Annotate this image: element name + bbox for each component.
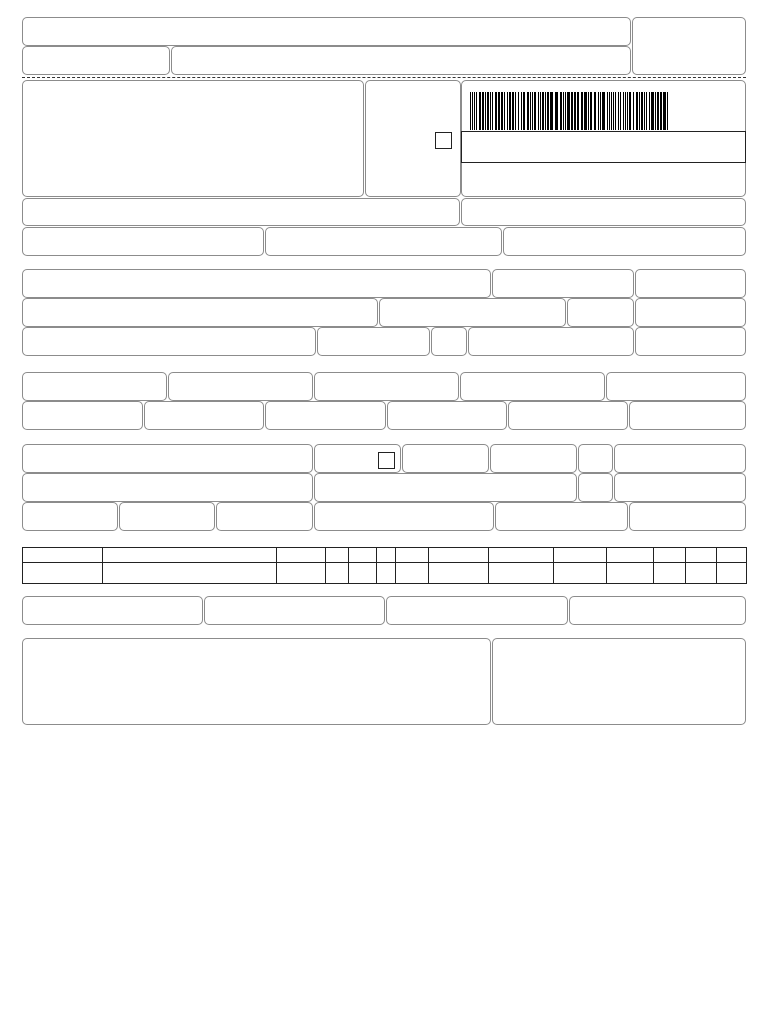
icms-base-field[interactable] xyxy=(22,372,167,401)
barcode-bar xyxy=(574,92,576,130)
table-cell[interactable] xyxy=(377,563,396,584)
access-key-field[interactable] xyxy=(461,131,746,163)
substitute-registration-field[interactable] xyxy=(265,227,502,256)
barcode-bar xyxy=(492,92,493,130)
barcode-bar xyxy=(633,92,634,130)
recipient-city-field[interactable] xyxy=(22,327,316,356)
barcode-bar xyxy=(501,92,503,130)
table-header-cell xyxy=(23,548,103,563)
barcode-image xyxy=(470,92,670,130)
table-cell[interactable] xyxy=(103,563,277,584)
recipient-cnpj-field[interactable] xyxy=(492,269,634,298)
barcode-bar xyxy=(482,92,484,130)
invoice-total-field[interactable] xyxy=(629,401,746,430)
products-total-field[interactable] xyxy=(606,372,746,401)
barcode-bar xyxy=(588,92,589,130)
barcode-bar xyxy=(530,92,531,130)
carrier-city-field[interactable] xyxy=(314,473,577,502)
barcode-bar xyxy=(470,92,471,130)
barcode-bar xyxy=(655,92,656,130)
table-cell[interactable] xyxy=(686,563,717,584)
services-total-field[interactable] xyxy=(204,596,385,625)
volume-brand-field[interactable] xyxy=(216,502,313,531)
insurance-value-field[interactable] xyxy=(144,401,264,430)
volume-quantity-field[interactable] xyxy=(22,502,118,531)
table-cell[interactable] xyxy=(23,563,103,584)
barcode-bar xyxy=(521,92,522,130)
cnpj-field[interactable] xyxy=(503,227,746,256)
barcode-bar xyxy=(581,92,583,130)
recipient-phone-field[interactable] xyxy=(317,327,430,356)
carrier-state-field[interactable] xyxy=(578,473,613,502)
table-cell[interactable] xyxy=(717,563,747,584)
barcode-bar xyxy=(609,92,610,130)
table-header-cell xyxy=(489,548,554,563)
emitter-identification-box xyxy=(22,80,364,197)
other-expenses-field[interactable] xyxy=(387,401,507,430)
recipient-address-field[interactable] xyxy=(22,298,378,327)
table-header-cell xyxy=(103,548,277,563)
recipient-zip-field[interactable] xyxy=(567,298,634,327)
fiscal-reserve-box[interactable] xyxy=(492,638,746,725)
barcode-bar xyxy=(646,92,647,130)
table-header-row xyxy=(23,548,747,563)
vehicle-plate-field[interactable] xyxy=(490,444,577,473)
table-header-cell xyxy=(277,548,326,563)
barcode-bar xyxy=(649,92,650,130)
barcode-bar xyxy=(523,92,525,130)
barcode-bar xyxy=(567,92,570,130)
carrier-cnpj-field[interactable] xyxy=(614,444,746,473)
barcode-bar xyxy=(474,92,475,130)
icms-value-field[interactable] xyxy=(168,372,313,401)
barcode-bar xyxy=(487,92,489,130)
barcode-bar xyxy=(660,92,662,130)
table-header-cell xyxy=(554,548,607,563)
barcode-bar xyxy=(594,92,596,130)
barcode-bar xyxy=(571,92,573,130)
barcode-bar xyxy=(636,92,638,130)
issue-date-field[interactable] xyxy=(635,269,746,298)
barcode-bar xyxy=(560,92,562,130)
barcode-bar xyxy=(602,92,605,130)
operation-nature-field[interactable] xyxy=(22,198,460,226)
barcode-bar xyxy=(485,92,486,130)
recipient-ie-field[interactable] xyxy=(468,327,634,356)
recipient-name-field[interactable] xyxy=(22,269,491,298)
table-cell[interactable] xyxy=(489,563,554,584)
barcode-bar xyxy=(584,92,587,130)
recipient-district-field[interactable] xyxy=(379,298,566,327)
barcode-bar xyxy=(476,92,477,130)
barcode-bar xyxy=(663,92,666,130)
gross-weight-field[interactable] xyxy=(495,502,628,531)
table-header-cell xyxy=(377,548,396,563)
barcode-bar xyxy=(518,92,519,130)
barcode-bar xyxy=(534,92,536,130)
barcode-bar xyxy=(532,92,533,130)
table-header-cell xyxy=(429,548,489,563)
barcode-bar xyxy=(657,92,659,130)
barcode-bar xyxy=(472,92,473,130)
table-cell[interactable] xyxy=(654,563,686,584)
barcode-bar xyxy=(490,92,491,130)
barcode-bar xyxy=(590,92,592,130)
antt-code-field[interactable] xyxy=(402,444,489,473)
volume-numbering-field[interactable] xyxy=(314,502,494,531)
ipi-value-field[interactable] xyxy=(508,401,628,430)
municipal-registration-field[interactable] xyxy=(22,596,203,625)
barcode-bar xyxy=(563,92,564,130)
barcode-bar xyxy=(615,92,616,130)
vehicle-state-field[interactable] xyxy=(578,444,613,473)
carrier-name-field[interactable] xyxy=(22,444,313,473)
issqn-value-field[interactable] xyxy=(569,596,746,625)
barcode-bar xyxy=(565,92,566,130)
additional-information-box[interactable] xyxy=(22,638,491,725)
barcode-bar xyxy=(629,92,631,130)
receipt-signature-box[interactable] xyxy=(632,17,746,75)
barcode-bar xyxy=(527,92,529,130)
barcode-bar xyxy=(515,92,516,130)
freight-value-field[interactable] xyxy=(22,401,143,430)
barcode-bar xyxy=(479,92,481,130)
barcode-bar xyxy=(540,92,541,130)
net-weight-field[interactable] xyxy=(629,502,746,531)
barcode-bar xyxy=(613,92,614,130)
barcode-bar xyxy=(504,92,505,130)
barcode-bar xyxy=(611,92,612,130)
table-cell[interactable] xyxy=(554,563,607,584)
volume-species-field[interactable] xyxy=(119,502,215,531)
barcode-bar xyxy=(644,92,645,130)
barcode-bar xyxy=(620,92,621,130)
barcode-bar xyxy=(625,92,626,130)
carrier-ie-field[interactable] xyxy=(614,473,746,502)
issqn-base-field[interactable] xyxy=(386,596,568,625)
barcode-bar xyxy=(598,92,599,130)
barcode-bar xyxy=(550,92,553,130)
exit-time-field[interactable] xyxy=(635,327,746,356)
barcode-bar xyxy=(498,92,500,130)
freight-mode-checkbox[interactable] xyxy=(378,452,395,469)
receipt-signature-field[interactable] xyxy=(171,46,631,75)
barcode-bar xyxy=(507,92,508,130)
exit-date-field[interactable] xyxy=(635,298,746,327)
table-header-cell xyxy=(349,548,377,563)
barcode-bar xyxy=(618,92,619,130)
barcode-bar xyxy=(542,92,544,130)
barcode-bar xyxy=(639,92,640,130)
table-row xyxy=(23,563,747,584)
barcode-bar xyxy=(577,92,579,130)
barcode-bar xyxy=(538,92,539,130)
table-cell[interactable] xyxy=(277,563,326,584)
authorization-protocol-field[interactable] xyxy=(461,198,746,226)
barcode-bar xyxy=(547,92,549,130)
barcode-bar xyxy=(627,92,628,130)
table-header-cell xyxy=(607,548,654,563)
barcode-bar xyxy=(641,92,643,130)
cut-line xyxy=(22,77,746,78)
table-cell[interactable] xyxy=(326,563,349,584)
barcode-bar xyxy=(667,92,668,130)
state-registration-field[interactable] xyxy=(22,227,264,256)
receipt-field-recipient[interactable] xyxy=(22,17,631,46)
recipient-state-field[interactable] xyxy=(431,327,467,356)
table-header-cell xyxy=(326,548,349,563)
table-cell[interactable] xyxy=(349,563,377,584)
receipt-date-field[interactable] xyxy=(22,46,170,75)
barcode-bar xyxy=(651,92,654,130)
barcode-bar xyxy=(623,92,624,130)
barcode-bar xyxy=(600,92,601,130)
table-header-cell xyxy=(654,548,686,563)
entry-exit-checkbox[interactable] xyxy=(435,132,452,149)
icms-st-value-field[interactable] xyxy=(460,372,605,401)
table-cell[interactable] xyxy=(607,563,654,584)
product-items-table xyxy=(22,547,747,584)
barcode-bar xyxy=(607,92,608,130)
barcode-bar xyxy=(545,92,546,130)
icms-st-base-field[interactable] xyxy=(314,372,459,401)
barcode-bar xyxy=(555,92,558,130)
carrier-address-field[interactable] xyxy=(22,473,313,502)
table-cell[interactable] xyxy=(429,563,489,584)
table-header-cell xyxy=(396,548,429,563)
table-header-cell xyxy=(717,548,747,563)
table-cell[interactable] xyxy=(396,563,429,584)
barcode-bar xyxy=(512,92,514,130)
barcode-bar xyxy=(509,92,511,130)
table-header-cell xyxy=(686,548,717,563)
barcode-bar xyxy=(495,92,497,130)
discount-field[interactable] xyxy=(265,401,386,430)
